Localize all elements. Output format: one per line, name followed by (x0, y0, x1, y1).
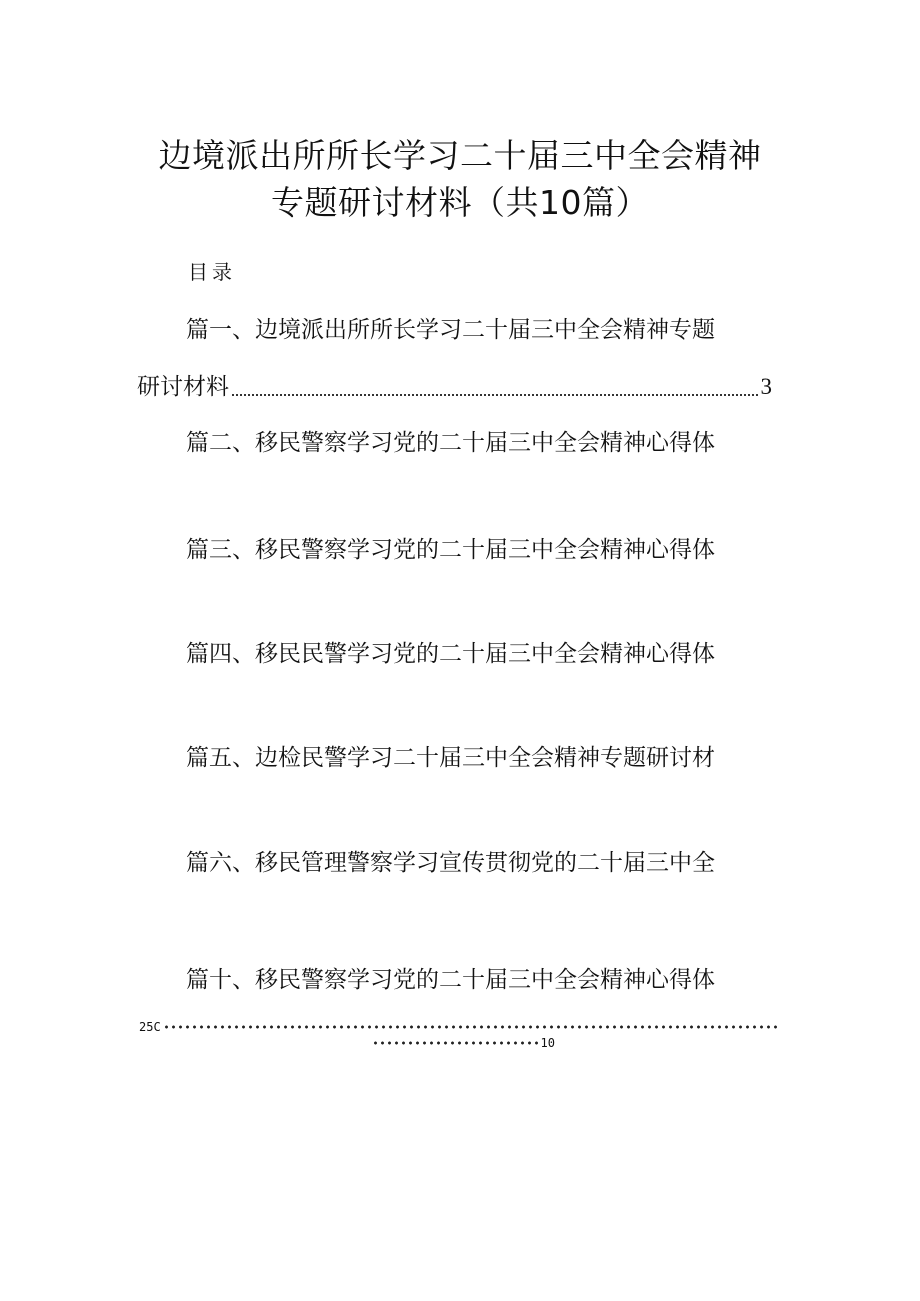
toc-entry-5[interactable]: 篇五、边检民警学习二十届三中全会精神专题研讨材 (186, 745, 715, 771)
garbled-leader-line-1 (139, 1020, 781, 1034)
toc-entry-7[interactable]: 篇十、移民警察学习党的二十届三中全会精神心得体 (186, 967, 715, 993)
toc-entry-1-continuation[interactable] (137, 372, 772, 402)
document-title-line-2: 专题研讨材料（共10篇） (271, 183, 649, 222)
garbled-leader-line-2 (370, 1036, 555, 1050)
toc-entry-1[interactable]: 篇一、边境派出所所长学习二十届三中全会精神专题 (186, 317, 715, 343)
toc-entry-1-continuation-text: 研讨材料 (137, 374, 229, 400)
garbled-page-number: 10 (540, 1036, 555, 1050)
toc-entry-2[interactable]: 篇二、移民警察学习党的二十届三中全会精神心得体 (186, 430, 715, 456)
toc-heading: 目录 (188, 260, 236, 284)
dot-leader (163, 1025, 779, 1029)
document-title-line-1: 边境派出所所长学习二十届三中全会精神 (158, 136, 762, 175)
toc-entry-3[interactable]: 篇三、移民警察学习党的二十届三中全会精神心得体 (186, 537, 715, 563)
garbled-prefix: 25C (139, 1020, 161, 1034)
toc-entry-4[interactable]: 篇四、移民民警学习党的二十届三中全会精神心得体 (186, 641, 715, 667)
dot-leader (232, 394, 758, 396)
toc-entry-6[interactable]: 篇六、移民管理警察学习宣传贯彻党的二十届三中全 (186, 850, 715, 876)
toc-entry-1-page-number: 3 (760, 374, 772, 399)
dot-leader (372, 1041, 539, 1045)
